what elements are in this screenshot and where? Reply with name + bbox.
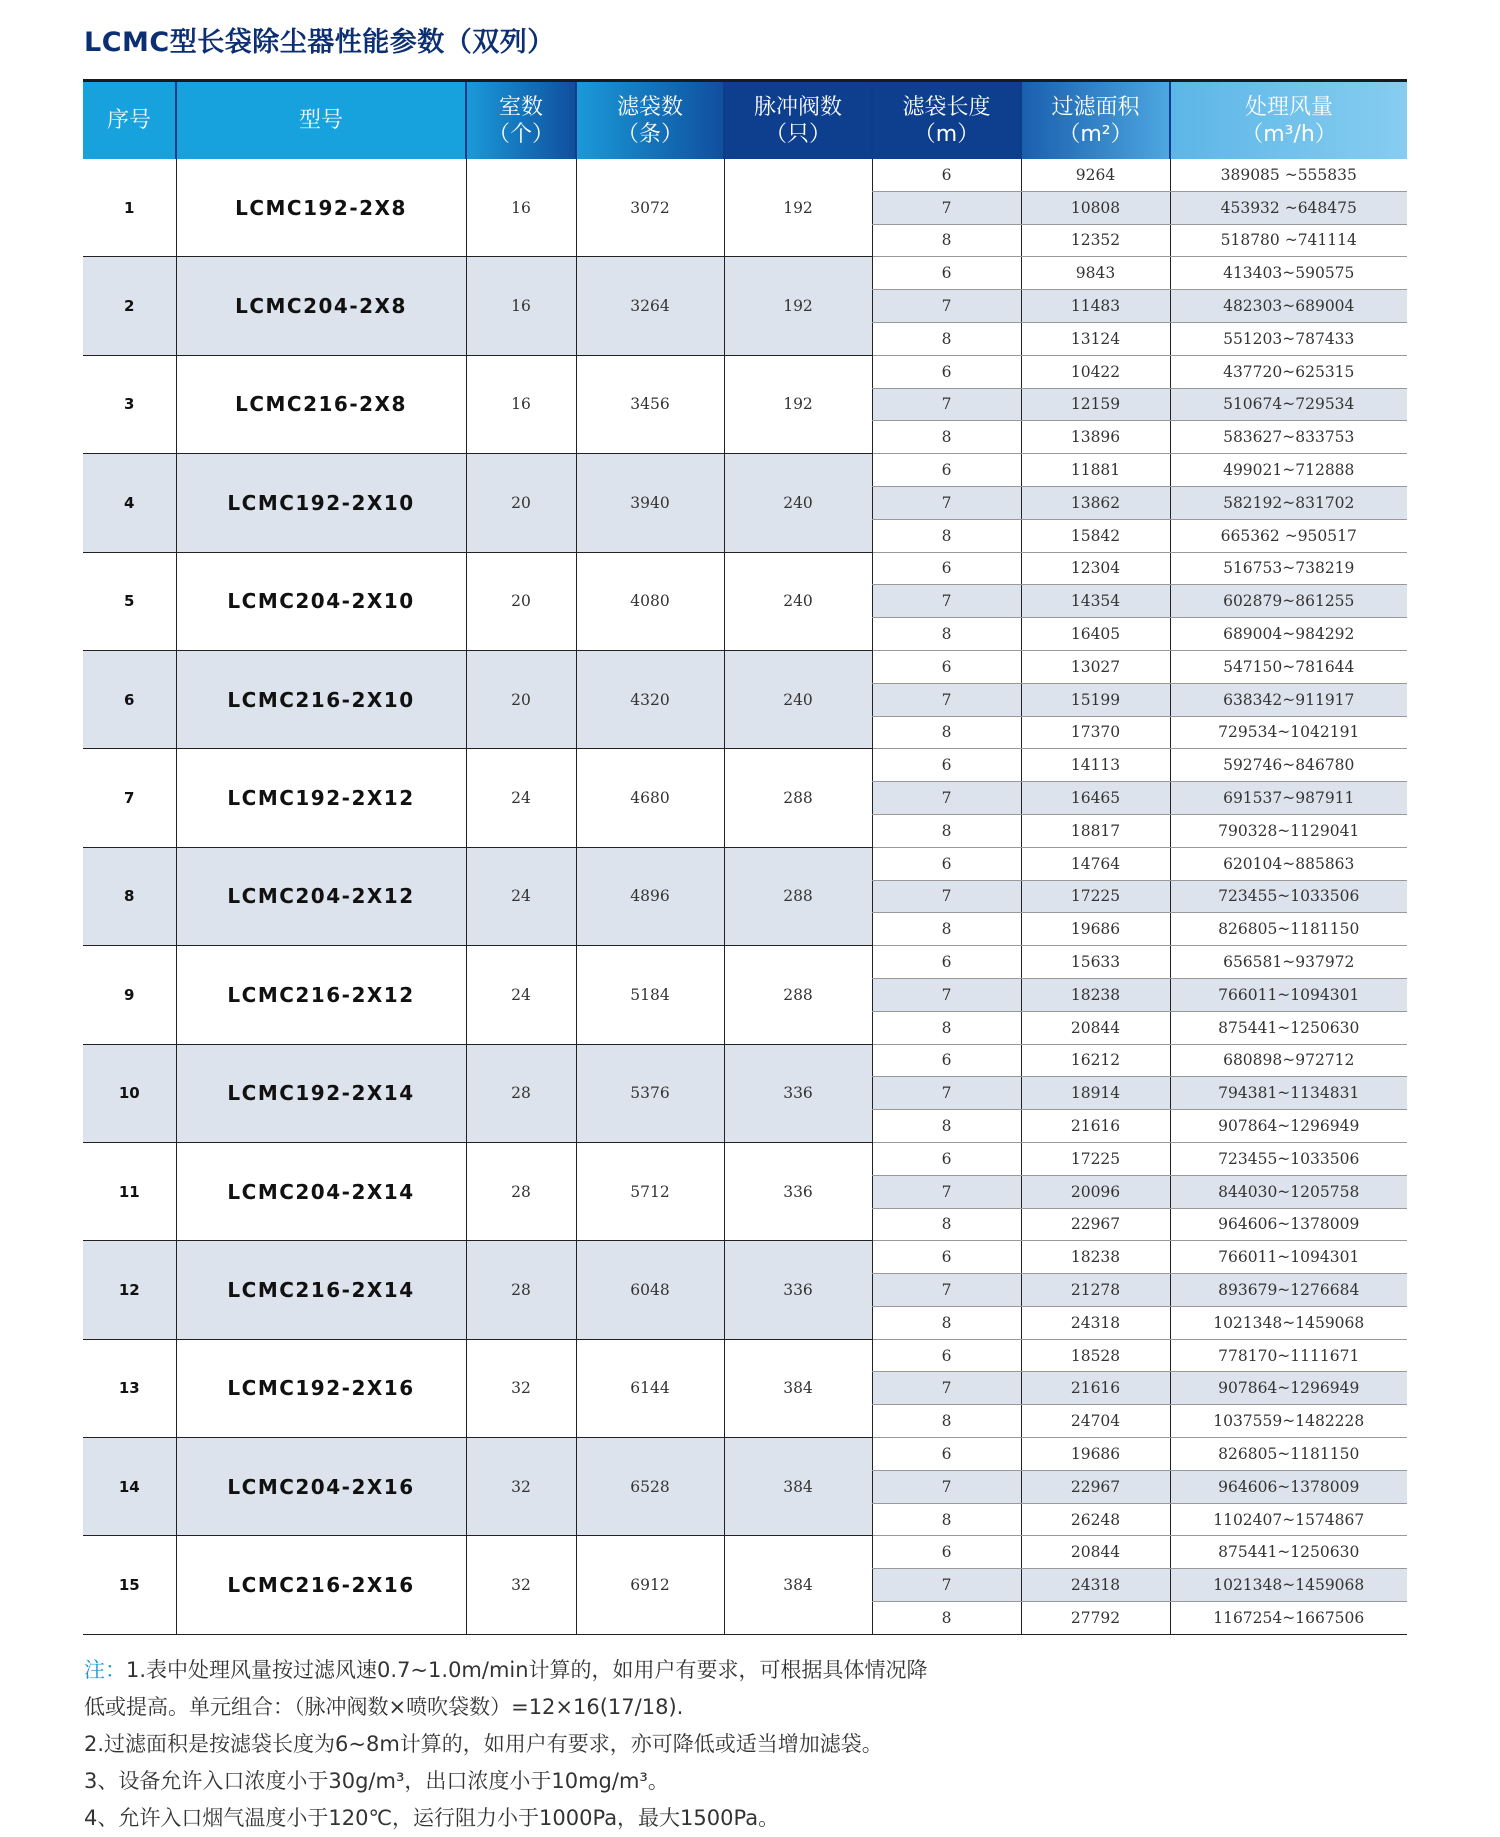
notes	[84, 1652, 1284, 1837]
filter-area: 19686	[1021, 913, 1170, 946]
bag-length: 6	[872, 1339, 1021, 1372]
bag-length: 8	[872, 1208, 1021, 1241]
airflow-range: 516753~738219	[1170, 552, 1407, 585]
airflow-range: 778170~1111671	[1170, 1339, 1407, 1372]
bag-length: 6	[872, 1241, 1021, 1274]
model-name: LCMC216-2X14	[176, 1241, 466, 1339]
airflow-range: 964606~1378009	[1170, 1470, 1407, 1503]
airflow-range: 826805~1181150	[1170, 1438, 1407, 1471]
filter-area: 24318	[1021, 1306, 1170, 1339]
airflow-range: 665362 ~950517	[1170, 519, 1407, 552]
room-count: 20	[466, 650, 576, 748]
bag-length: 6	[872, 650, 1021, 683]
airflow-range: 518780 ~741114	[1170, 224, 1407, 257]
valve-count: 192	[724, 355, 872, 453]
bag-count: 4320	[576, 650, 724, 748]
note-label: 注：	[84, 1658, 126, 1682]
row-number: 5	[83, 552, 176, 650]
bag-length: 8	[872, 1110, 1021, 1143]
airflow-range: 766011~1094301	[1170, 978, 1407, 1011]
model-name: LCMC204-2X12	[176, 847, 466, 945]
valve-count: 384	[724, 1438, 872, 1536]
filter-area: 18914	[1021, 1077, 1170, 1110]
bag-length: 6	[872, 749, 1021, 782]
airflow-range: 592746~846780	[1170, 749, 1407, 782]
table-row	[83, 946, 1407, 979]
room-count: 20	[466, 552, 576, 650]
bag-count: 4896	[576, 847, 724, 945]
bag-length: 6	[872, 946, 1021, 979]
airflow-range: 510674~729534	[1170, 388, 1407, 421]
filter-area: 20844	[1021, 1011, 1170, 1044]
room-count: 24	[466, 946, 576, 1044]
filter-area: 9264	[1021, 159, 1170, 191]
bag-length: 8	[872, 1602, 1021, 1635]
model-name: LCMC204-2X8	[176, 257, 466, 355]
bag-length: 8	[872, 1405, 1021, 1438]
bag-length: 8	[872, 519, 1021, 552]
table-row	[83, 1339, 1407, 1372]
filter-area: 26248	[1021, 1503, 1170, 1536]
bag-length: 7	[872, 585, 1021, 618]
bag-length: 7	[872, 880, 1021, 913]
row-number: 11	[83, 1142, 176, 1240]
table-row	[83, 1142, 1407, 1175]
airflow-range: 691537~987911	[1170, 782, 1407, 815]
room-count: 28	[466, 1044, 576, 1142]
table-row	[83, 257, 1407, 290]
bag-length: 6	[872, 1536, 1021, 1569]
bag-length: 7	[872, 1077, 1021, 1110]
valve-count: 288	[724, 749, 872, 847]
model-name: LCMC216-2X12	[176, 946, 466, 1044]
row-number: 13	[83, 1339, 176, 1437]
model-name: LCMC216-2X16	[176, 1536, 466, 1634]
room-count: 24	[466, 847, 576, 945]
room-count: 20	[466, 454, 576, 552]
bag-count: 3072	[576, 159, 724, 257]
airflow-range: 547150~781644	[1170, 650, 1407, 683]
valve-count: 384	[724, 1536, 872, 1634]
bag-length: 6	[872, 257, 1021, 290]
filter-area: 9843	[1021, 257, 1170, 290]
filter-area: 17370	[1021, 716, 1170, 749]
bag-length: 7	[872, 1470, 1021, 1503]
airflow-range: 482303~689004	[1170, 290, 1407, 323]
note-line-4: 3、设备允许入口浓度小于30g/m³，出口浓度小于10mg/m³。	[84, 1769, 669, 1793]
airflow-range: 680898~972712	[1170, 1044, 1407, 1077]
model-name: LCMC204-2X14	[176, 1142, 466, 1240]
bag-length: 7	[872, 978, 1021, 1011]
header-filter-area: 过滤面积 （m²）	[1021, 81, 1170, 160]
bag-count: 5712	[576, 1142, 724, 1240]
bag-length: 8	[872, 814, 1021, 847]
table-row	[83, 355, 1407, 388]
bag-length: 7	[872, 486, 1021, 519]
header-bags: 滤袋数 （条）	[576, 81, 724, 160]
airflow-range: 964606~1378009	[1170, 1208, 1407, 1241]
filter-area: 18528	[1021, 1339, 1170, 1372]
row-number: 1	[83, 159, 176, 257]
bag-count: 5184	[576, 946, 724, 1044]
valve-count: 240	[724, 650, 872, 748]
room-count: 28	[466, 1241, 576, 1339]
performance-table	[83, 79, 1407, 1635]
filter-area: 16212	[1021, 1044, 1170, 1077]
valve-count: 336	[724, 1044, 872, 1142]
bag-length: 6	[872, 1142, 1021, 1175]
table-row	[83, 159, 1407, 191]
bag-length: 7	[872, 290, 1021, 323]
filter-area: 13027	[1021, 650, 1170, 683]
airflow-range: 413403~590575	[1170, 257, 1407, 290]
airflow-range: 551203~787433	[1170, 322, 1407, 355]
table-row	[83, 847, 1407, 880]
filter-area: 18238	[1021, 1241, 1170, 1274]
filter-area: 19686	[1021, 1438, 1170, 1471]
row-number: 14	[83, 1438, 176, 1536]
filter-area: 17225	[1021, 880, 1170, 913]
room-count: 24	[466, 749, 576, 847]
model-name: LCMC204-2X10	[176, 552, 466, 650]
table-row	[83, 650, 1407, 683]
filter-area: 21278	[1021, 1274, 1170, 1307]
row-number: 2	[83, 257, 176, 355]
page-title: LCMC型长袋除尘器性能参数（双列）	[84, 27, 555, 58]
filter-area: 13862	[1021, 486, 1170, 519]
airflow-range: 453932 ~648475	[1170, 191, 1407, 224]
model-name: LCMC216-2X8	[176, 355, 466, 453]
airflow-range: 1021348~1459068	[1170, 1306, 1407, 1339]
airflow-range: 583627~833753	[1170, 421, 1407, 454]
airflow-range: 1102407~1574867	[1170, 1503, 1407, 1536]
header-airflow: 处理风量 （m³/h）	[1170, 81, 1407, 160]
bag-length: 7	[872, 1372, 1021, 1405]
model-name: LCMC192-2X16	[176, 1339, 466, 1437]
airflow-range: 893679~1276684	[1170, 1274, 1407, 1307]
bag-length: 8	[872, 716, 1021, 749]
header-model: 型号	[176, 81, 466, 160]
bag-length: 6	[872, 1438, 1021, 1471]
bag-length: 7	[872, 1569, 1021, 1602]
valve-count: 384	[724, 1339, 872, 1437]
bag-length: 6	[872, 1044, 1021, 1077]
bag-count: 6144	[576, 1339, 724, 1437]
model-name: LCMC204-2X16	[176, 1438, 466, 1536]
note-line-5: 4、允许入口烟气温度小于120℃，运行阻力小于1000Pa，最大1500Pa。	[84, 1806, 780, 1830]
filter-area: 15842	[1021, 519, 1170, 552]
row-number: 8	[83, 847, 176, 945]
model-name: LCMC192-2X10	[176, 454, 466, 552]
bag-length: 6	[872, 847, 1021, 880]
note-line-3: 2.过滤面积是按滤袋长度为6~8m计算的，如用户有要求，亦可降低或适当增加滤袋。	[84, 1732, 883, 1756]
airflow-range: 437720~625315	[1170, 355, 1407, 388]
model-name: LCMC192-2X12	[176, 749, 466, 847]
airflow-range: 1021348~1459068	[1170, 1569, 1407, 1602]
filter-area: 22967	[1021, 1208, 1170, 1241]
bag-length: 7	[872, 683, 1021, 716]
airflow-range: 689004~984292	[1170, 618, 1407, 651]
table-row	[83, 1438, 1407, 1471]
valve-count: 288	[724, 946, 872, 1044]
bag-length: 7	[872, 191, 1021, 224]
airflow-range: 638342~911917	[1170, 683, 1407, 716]
bag-count: 6912	[576, 1536, 724, 1634]
room-count: 16	[466, 257, 576, 355]
filter-area: 21616	[1021, 1110, 1170, 1143]
bag-length: 8	[872, 1306, 1021, 1339]
airflow-range: 582192~831702	[1170, 486, 1407, 519]
filter-area: 16465	[1021, 782, 1170, 815]
room-count: 32	[466, 1339, 576, 1437]
model-name: LCMC192-2X8	[176, 159, 466, 257]
bag-length: 8	[872, 322, 1021, 355]
airflow-range: 875441~1250630	[1170, 1011, 1407, 1044]
bag-count: 6048	[576, 1241, 724, 1339]
filter-area: 11881	[1021, 454, 1170, 487]
bag-length: 7	[872, 782, 1021, 815]
table-row	[83, 1536, 1407, 1569]
bag-length: 8	[872, 224, 1021, 257]
room-count: 16	[466, 159, 576, 257]
row-number: 12	[83, 1241, 176, 1339]
bag-length: 8	[872, 618, 1021, 651]
filter-area: 18238	[1021, 978, 1170, 1011]
bag-length: 7	[872, 1274, 1021, 1307]
room-count: 16	[466, 355, 576, 453]
bag-length: 8	[872, 913, 1021, 946]
filter-area: 14113	[1021, 749, 1170, 782]
table-row	[83, 749, 1407, 782]
filter-area: 11483	[1021, 290, 1170, 323]
row-number: 4	[83, 454, 176, 552]
valve-count: 288	[724, 847, 872, 945]
row-number: 10	[83, 1044, 176, 1142]
header-rooms: 室数 （个）	[466, 81, 576, 160]
note-line-2: 低或提高。单元组合：（脉冲阀数×喷吹袋数）=12×16(17/18).	[84, 1695, 684, 1719]
filter-area: 13124	[1021, 322, 1170, 355]
bag-length: 6	[872, 454, 1021, 487]
model-name: LCMC216-2X10	[176, 650, 466, 748]
bag-length: 6	[872, 552, 1021, 585]
model-name: LCMC192-2X14	[176, 1044, 466, 1142]
room-count: 32	[466, 1438, 576, 1536]
filter-area: 12159	[1021, 388, 1170, 421]
airflow-range: 844030~1205758	[1170, 1175, 1407, 1208]
bag-count: 3456	[576, 355, 724, 453]
filter-area: 12304	[1021, 552, 1170, 585]
bag-length: 6	[872, 355, 1021, 388]
table-row	[83, 1241, 1407, 1274]
filter-area: 24704	[1021, 1405, 1170, 1438]
filter-area: 13896	[1021, 421, 1170, 454]
valve-count: 336	[724, 1241, 872, 1339]
airflow-range: 875441~1250630	[1170, 1536, 1407, 1569]
table-row	[83, 1044, 1407, 1077]
airflow-range: 602879~861255	[1170, 585, 1407, 618]
bag-length: 6	[872, 159, 1021, 191]
airflow-range: 907864~1296949	[1170, 1372, 1407, 1405]
row-number: 15	[83, 1536, 176, 1634]
airflow-range: 794381~1134831	[1170, 1077, 1407, 1110]
filter-area: 16405	[1021, 618, 1170, 651]
airflow-range: 656581~937972	[1170, 946, 1407, 979]
filter-area: 17225	[1021, 1142, 1170, 1175]
airflow-range: 499021~712888	[1170, 454, 1407, 487]
valve-count: 240	[724, 454, 872, 552]
bag-count: 5376	[576, 1044, 724, 1142]
filter-area: 27792	[1021, 1602, 1170, 1635]
airflow-range: 826805~1181150	[1170, 913, 1407, 946]
row-number: 6	[83, 650, 176, 748]
filter-area: 15633	[1021, 946, 1170, 979]
table-row	[83, 454, 1407, 487]
row-number: 3	[83, 355, 176, 453]
airflow-range: 723455~1033506	[1170, 880, 1407, 913]
filter-area: 24318	[1021, 1569, 1170, 1602]
room-count: 28	[466, 1142, 576, 1240]
airflow-range: 723455~1033506	[1170, 1142, 1407, 1175]
valve-count: 192	[724, 257, 872, 355]
header-bag-length: 滤袋长度 （m）	[872, 81, 1021, 160]
airflow-range: 1037559~1482228	[1170, 1405, 1407, 1438]
bag-count: 3264	[576, 257, 724, 355]
bag-length: 8	[872, 1011, 1021, 1044]
filter-area: 15199	[1021, 683, 1170, 716]
header-no: 序号	[83, 81, 176, 160]
airflow-range: 389085 ~555835	[1170, 159, 1407, 191]
filter-area: 14764	[1021, 847, 1170, 880]
bag-length: 8	[872, 1503, 1021, 1536]
filter-area: 20096	[1021, 1175, 1170, 1208]
note-line-1: 注：1.表中处理风量按过滤风速0.7~1.0m/min计算的，如用户有要求，可根据具体情况降	[84, 1658, 928, 1682]
bag-length: 7	[872, 388, 1021, 421]
filter-area: 14354	[1021, 585, 1170, 618]
bag-count: 4680	[576, 749, 724, 847]
airflow-range: 790328~1129041	[1170, 814, 1407, 847]
bag-count: 4080	[576, 552, 724, 650]
row-number: 9	[83, 946, 176, 1044]
valve-count: 336	[724, 1142, 872, 1240]
filter-area: 18817	[1021, 814, 1170, 847]
airflow-range: 766011~1094301	[1170, 1241, 1407, 1274]
header-valves: 脉冲阀数 （只）	[724, 81, 872, 160]
filter-area: 22967	[1021, 1470, 1170, 1503]
bag-length: 8	[872, 421, 1021, 454]
bag-count: 6528	[576, 1438, 724, 1536]
bag-length: 7	[872, 1175, 1021, 1208]
airflow-range: 620104~885863	[1170, 847, 1407, 880]
valve-count: 240	[724, 552, 872, 650]
row-number: 7	[83, 749, 176, 847]
airflow-range: 729534~1042191	[1170, 716, 1407, 749]
filter-area: 20844	[1021, 1536, 1170, 1569]
airflow-range: 907864~1296949	[1170, 1110, 1407, 1143]
filter-area: 12352	[1021, 224, 1170, 257]
filter-area: 21616	[1021, 1372, 1170, 1405]
header-row	[83, 81, 1407, 160]
room-count: 32	[466, 1536, 576, 1634]
filter-area: 10808	[1021, 191, 1170, 224]
airflow-range: 1167254~1667506	[1170, 1602, 1407, 1635]
valve-count: 192	[724, 159, 872, 257]
table-row	[83, 552, 1407, 585]
filter-area: 10422	[1021, 355, 1170, 388]
bag-count: 3940	[576, 454, 724, 552]
